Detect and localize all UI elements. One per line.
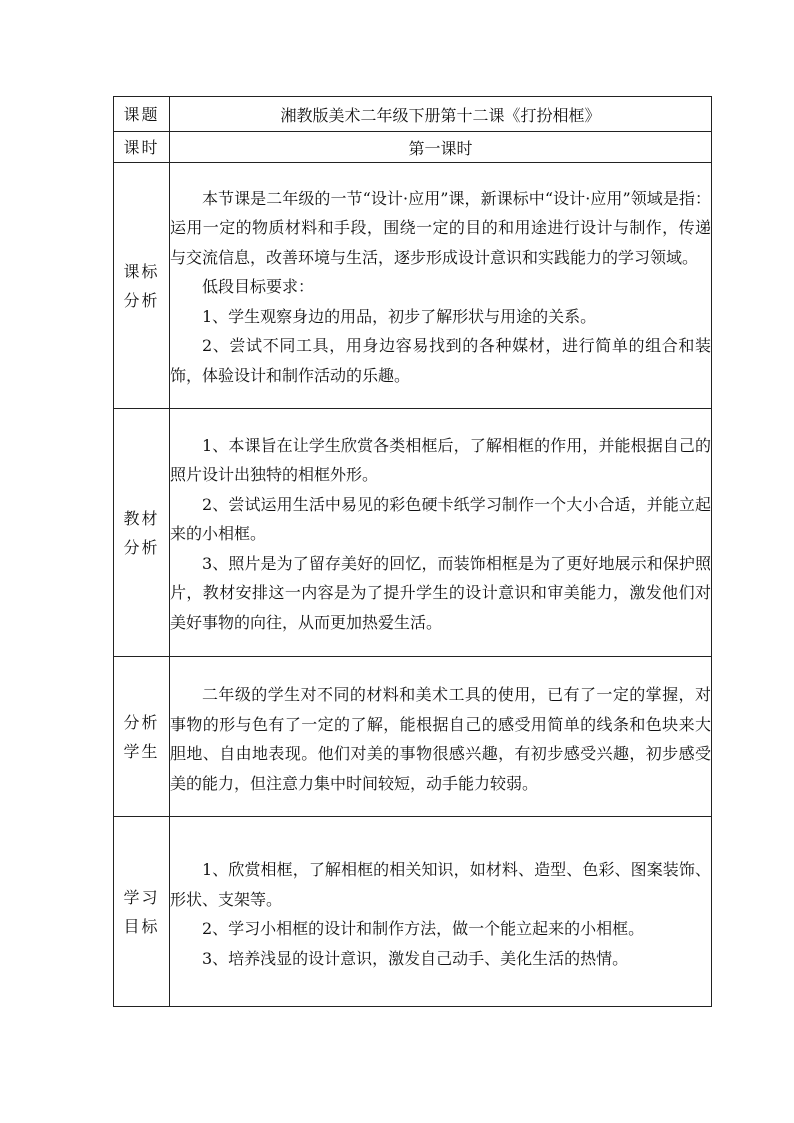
curriculum-analysis-content bbox=[170, 163, 712, 409]
curriculum-analysis-paragraph: 1、学生观察身边的用品，初步了解形状与用途的关系。 bbox=[202, 306, 597, 326]
student-analysis-row bbox=[114, 657, 712, 817]
student-analysis-label-1: 分析 bbox=[123, 712, 160, 732]
learning-goals-label-1: 学习 bbox=[123, 887, 160, 907]
student-analysis-label-cell bbox=[114, 657, 170, 817]
textbook-analysis-label-cell bbox=[114, 409, 170, 657]
student-analysis-content bbox=[170, 657, 712, 817]
learning-goals-row bbox=[114, 817, 712, 1007]
hour-label: 课时 bbox=[123, 137, 160, 157]
student-analysis-paragraph: 二年级的学生对不同的材料和美术工具的使用，已有了一定的掌握，对事物的形与色有了一定的了解，能根据自己的感受用简单的线条和色块来大胆地、自由地表现。他们对美的事物很感兴趣，有初步感受兴趣，初步感受美的能力，但注意力集中时间较短，动手能力较弱。 bbox=[170, 685, 711, 793]
curriculum-analysis-paragraph: 低段目标要求： bbox=[202, 277, 315, 297]
lesson-plan-table bbox=[113, 96, 712, 1007]
learning-goals-paragraph: 3、培养浅显的设计意识，激发自己动手、美化生活的热情。 bbox=[202, 948, 629, 968]
textbook-analysis-row bbox=[114, 409, 712, 657]
curriculum-analysis-paragraph: 2、尝试不同工具，用身边容易找到的各种媒材，进行简单的组合和装饰，体验设计和制作活动的乐趣。 bbox=[170, 336, 711, 385]
hour-label-cell bbox=[114, 132, 170, 163]
learning-goals-paragraph: 2、学习小相框的设计和制作方法，做一个能立起来的小相框。 bbox=[202, 919, 645, 938]
title-label-cell bbox=[114, 97, 170, 132]
lesson-title: 湘教版美术二年级下册第十二课《打扮相框》 bbox=[280, 105, 601, 125]
curriculum-analysis-row bbox=[114, 163, 712, 409]
textbook-analysis-paragraph: 3、照片是为了留存美好的回忆，而装饰相框是为了更好地展示和保护照片，教材安排这一内容是为了提升学生的设计意识和审美能力，激发他们对美好事物的向往，从而更加热爱生活。 bbox=[170, 553, 711, 632]
curriculum-analysis-label-cell bbox=[114, 163, 170, 409]
learning-goals-label-cell bbox=[114, 817, 170, 1007]
lesson-hour: 第一课时 bbox=[408, 138, 473, 158]
title-label: 课题 bbox=[123, 104, 160, 124]
textbook-analysis-label-2: 分析 bbox=[123, 537, 160, 557]
learning-goals-paragraph: 1、欣赏相框，了解相框的相关知识，如材料、造型、色彩、图案装饰、形状、支架等。 bbox=[170, 860, 711, 909]
learning-goals-label-2: 目标 bbox=[123, 916, 160, 936]
title-value-cell bbox=[170, 97, 712, 132]
curriculum-analysis-label-2: 分析 bbox=[123, 290, 160, 310]
hour-value-cell bbox=[170, 132, 712, 163]
textbook-analysis-content bbox=[170, 409, 712, 657]
textbook-analysis-paragraph: 1、本课旨在让学生欣赏各类相框后，了解相框的作用，并能根据自己的照片设计出独特的相框外形。 bbox=[170, 435, 711, 485]
learning-goals-content bbox=[170, 817, 712, 1007]
textbook-analysis-label-1: 教材 bbox=[123, 508, 160, 528]
student-analysis-label-2: 学生 bbox=[123, 741, 160, 761]
title-row bbox=[114, 97, 712, 132]
hour-row bbox=[114, 132, 712, 163]
curriculum-analysis-paragraph: 本节课是二年级的一节“设计·应用”课，新课标中“设计·应用”领域是指：运用一定的物质材料和手段，围绕一定的目的和用途进行设计与制作，传递与交流信息，改善环境与生活，逐步形成设计意识和实践能力的学习领域。 bbox=[170, 188, 711, 267]
curriculum-analysis-label-1: 课标 bbox=[123, 261, 160, 281]
textbook-analysis-paragraph: 2、尝试运用生活中易见的彩色硬卡纸学习制作一个大小合适，并能立起来的小相框。 bbox=[170, 494, 711, 544]
